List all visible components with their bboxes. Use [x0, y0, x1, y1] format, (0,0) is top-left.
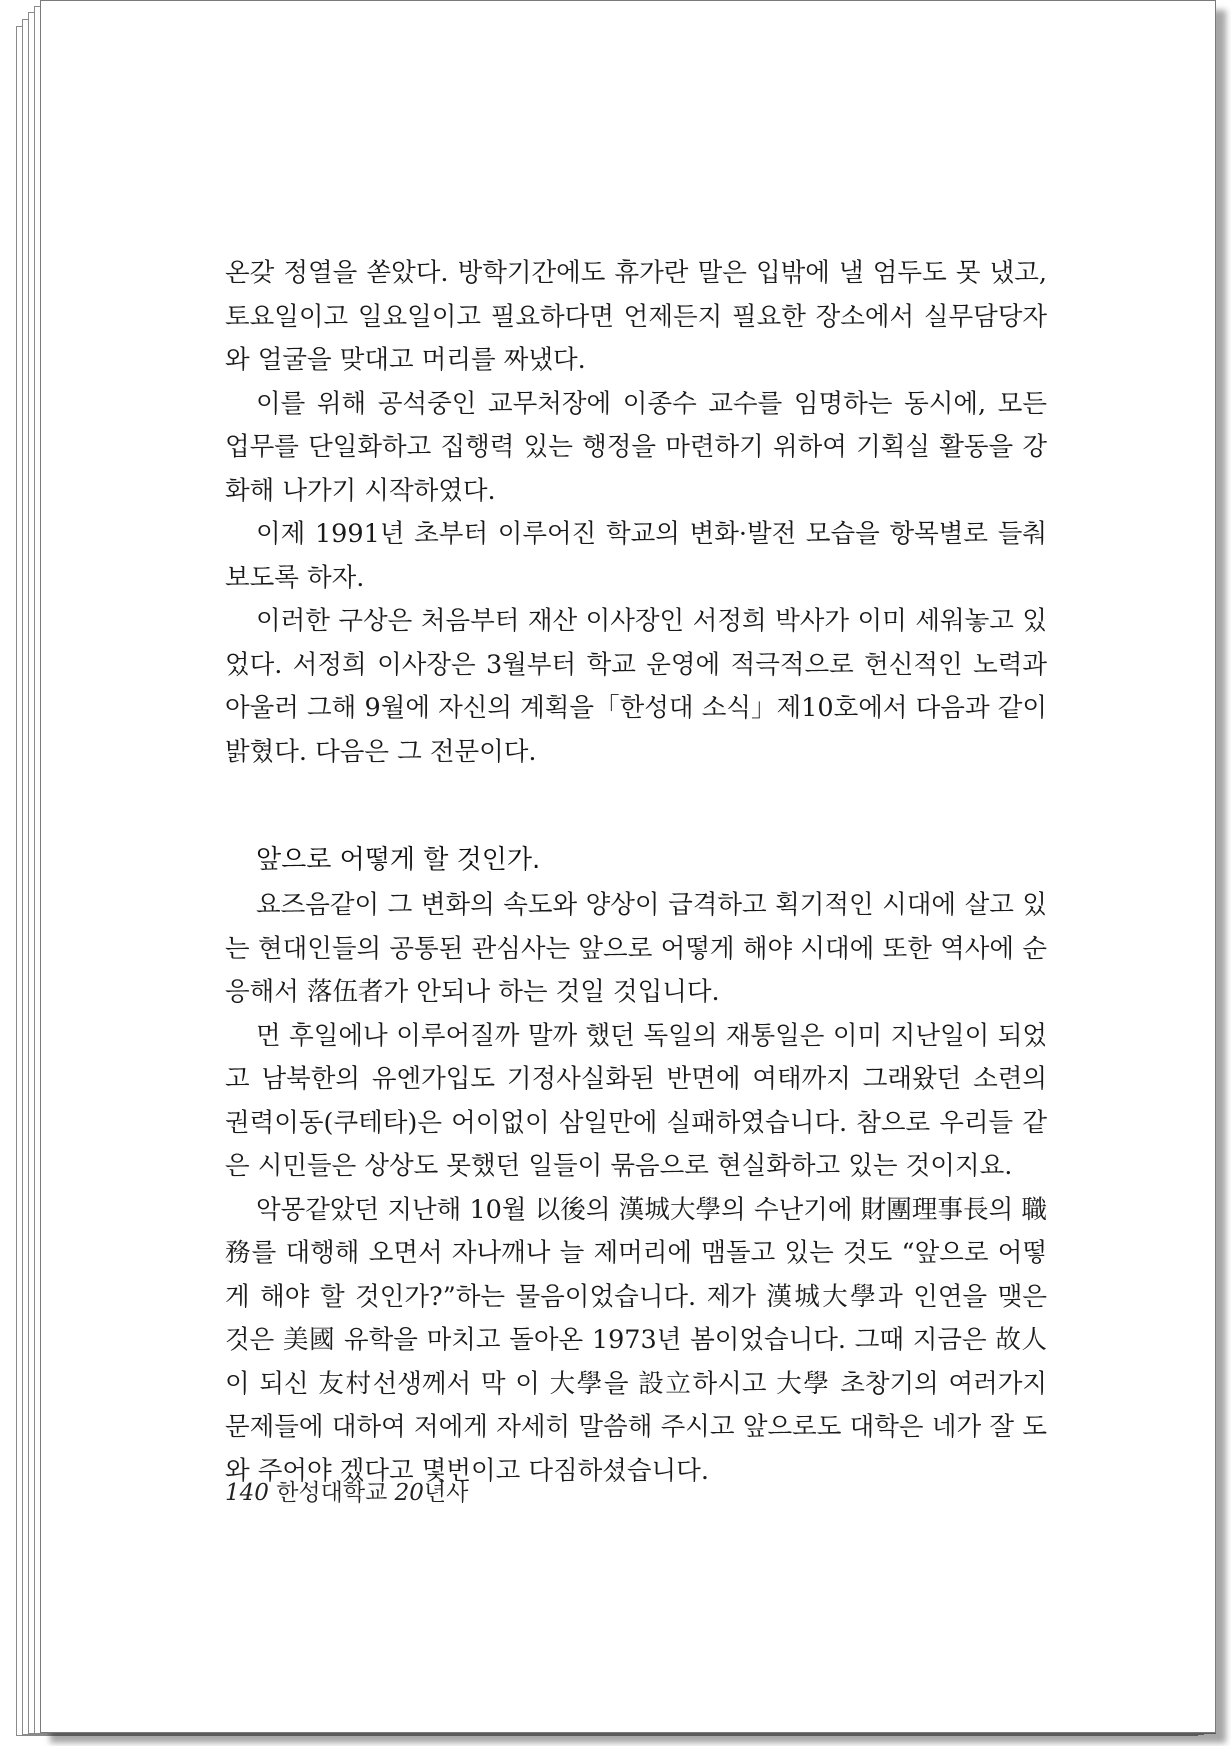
book-title-number: 20: [394, 1480, 424, 1506]
book-title: 한성대학교: [276, 1480, 388, 1506]
section-gap: [225, 774, 1047, 836]
page-footer: [225, 1474, 468, 1507]
paragraph: 악몽같았던 지난해 10월 以後의 漢城大學의 수난기에 財團理事長의 職務를 대행해 오면서 자나깨나 늘 제머리에 맴돌고 있는 것도 “앞으로 어떻게 해야 할 것인가?”하는 물음이었습니다. 제가 漢城大學과 인연을 맺은 것은 美國 유학을 마치고 돌아온 1973년 봄이었습니다. 그때 지금은 故人이 되신 友村선생께서 막 이 大學을 設立하시고 大學 초창기의 여러가지 문제들에 대하여 저에게 자세히 말씀해 주시고 앞으로도 대학은 네가 잘 도와 주어야 겠다고 몇번이고 다짐하셨습니다.: [225, 1194, 1047, 1486]
paragraph: 이를 위해 공석중인 교무처장에 이종수 교수를 임명하는 동시에, 모든 업무를 단일화하고 집행력 있는 행정을 마련하기 위하여 기획실 활동을 강화해 나가기 시작하였다.: [225, 388, 1047, 506]
book-title-suffix: 년사: [423, 1480, 469, 1506]
body-text: [225, 252, 1047, 1493]
paragraph: 온갖 정열을 쏟았다. 방학기간에도 휴가란 말은 입밖에 낼 엄두도 못 냈고, 토요일이고 일요일이고 필요하다면 언제든지 필요한 장소에서 실무담당자와 얼굴을 맞대고 머리를 짜냈다.: [225, 258, 1047, 375]
paragraph: 먼 후일에나 이루어질까 말까 했던 독일의 재통일은 이미 지난일이 되었고 남북한의 유엔가입도 기정사실화된 반면에 여태까지 그래왔던 소련의 권력이동(쿠테타)은 어이없이 삼일만에 실패하였습니다. 참으로 우리들 같은 시민들은 상상도 못했던 일들이 묶음으로 현실화하고 있는 것이지요.: [225, 1020, 1047, 1181]
page-number: 140: [225, 1480, 269, 1506]
paragraph: 요즈음같이 그 변화의 속도와 양상이 급격하고 획기적인 시대에 살고 있는 현대인들의 공통된 관심사는 앞으로 어떻게 해야 시대에 또한 역사에 순응해서 落伍者가 안되나 하는 것일 것입니다.: [225, 890, 1047, 1007]
section-subheading: 앞으로 어떻게 할 것인가.: [256, 845, 541, 875]
paragraph: 이러한 구상은 처음부터 재산 이사장인 서정희 박사가 이미 세워놓고 있었다. 서정희 이사장은 3월부터 학교 운영에 적극적으로 헌신적인 노력과 아울러 그해 9월에 자신의 계획을「한성대 소식」제10호에서 다음과 같이 밝혔다. 다음은 그 전문이다.: [225, 606, 1047, 767]
paragraph: 이제 1991년 초부터 이루어진 학교의 변화·발전 모습을 항목별로 들춰보도록 하자.: [225, 519, 1047, 593]
